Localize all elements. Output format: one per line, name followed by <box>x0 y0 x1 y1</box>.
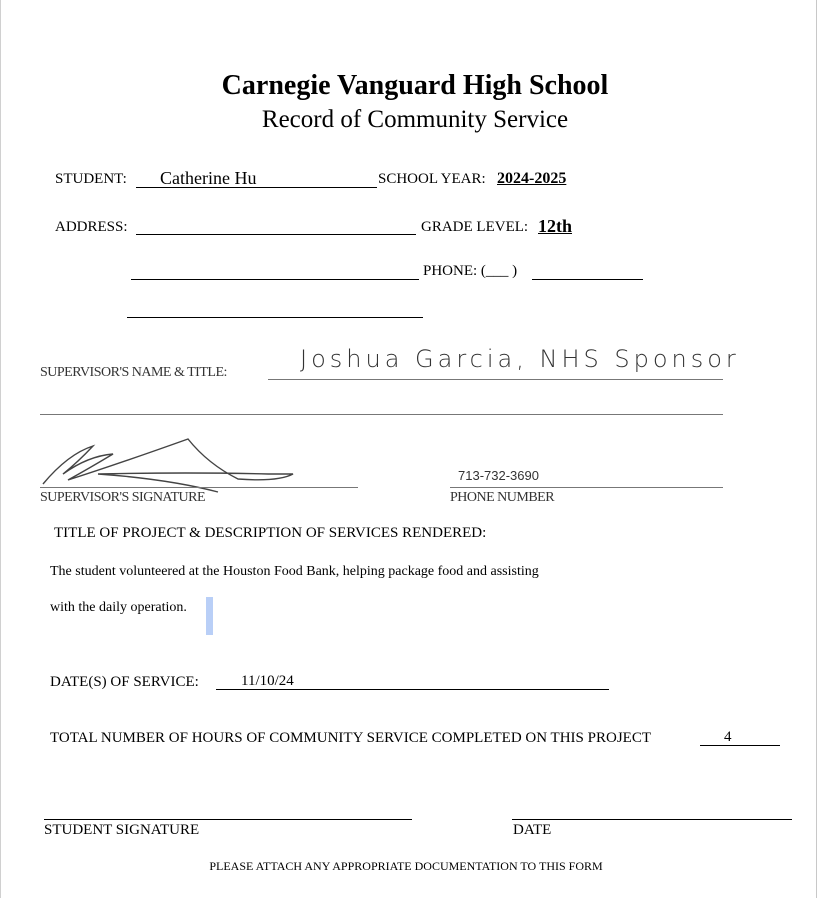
project-description-line-1[interactable]: The student volunteered at the Houston Food Bank, helping package food and assisting <box>50 564 539 579</box>
form-title: Record of Community Service <box>261 106 569 133</box>
supervisor-title-line <box>40 414 723 415</box>
student-label: STUDENT: <box>55 171 127 187</box>
dates-label: DATE(S) OF SERVICE: <box>50 674 199 690</box>
grade-level-field[interactable]: 12th <box>538 216 573 236</box>
school-name: Carnegie Vanguard High School <box>221 70 609 101</box>
address-line-3[interactable] <box>127 317 423 318</box>
school-year-field[interactable]: 2024-2025 <box>497 170 567 187</box>
supervisor-signature-line <box>40 487 358 488</box>
hours-field[interactable]: 4 <box>724 729 732 745</box>
student-signature-line[interactable] <box>44 819 412 820</box>
school-year-label: SCHOOL YEAR: <box>378 171 486 187</box>
phone-label: PHONE: (___ ) <box>423 263 518 279</box>
project-label: TITLE OF PROJECT & DESCRIPTION OF SERVICES RENDERED: <box>54 525 487 541</box>
supervisor-phone-value: 713-732-3690 <box>458 468 539 483</box>
hours-label: TOTAL NUMBER OF HOURS OF COMMUNITY SERVICE COMPLETED ON THIS PROJECT <box>50 730 651 746</box>
date-line[interactable] <box>512 819 792 820</box>
address-line-1[interactable] <box>136 234 416 235</box>
footer-note: PLEASE ATTACH ANY APPROPRIATE DOCUMENTATION TO THIS FORM <box>209 859 603 873</box>
text-cursor-selection <box>206 597 213 635</box>
supervisor-name-label: SUPERVISOR'S NAME & TITLE: <box>40 365 227 380</box>
student-signature-label: STUDENT SIGNATURE <box>44 822 200 838</box>
phone-line[interactable] <box>532 279 643 280</box>
supervisor-name-handwritten: Joshua Garcia, NHS Sponsor <box>300 345 740 373</box>
project-description-line-2[interactable]: with the daily operation. <box>50 600 187 615</box>
supervisor-phone-line <box>450 487 723 488</box>
student-name-field[interactable]: Catherine Hu <box>160 168 257 188</box>
hours-line <box>700 745 780 746</box>
grade-level-label: GRADE LEVEL: <box>421 219 529 235</box>
dates-field[interactable]: 11/10/24 <box>241 673 294 689</box>
supervisor-name-line <box>268 379 723 380</box>
supervisor-phone-label: PHONE NUMBER <box>450 490 555 505</box>
supervisor-signature-label: SUPERVISOR'S SIGNATURE <box>40 490 206 505</box>
address-line-2[interactable] <box>131 279 419 280</box>
address-label: ADDRESS: <box>55 219 128 235</box>
date-label: DATE <box>513 822 552 838</box>
